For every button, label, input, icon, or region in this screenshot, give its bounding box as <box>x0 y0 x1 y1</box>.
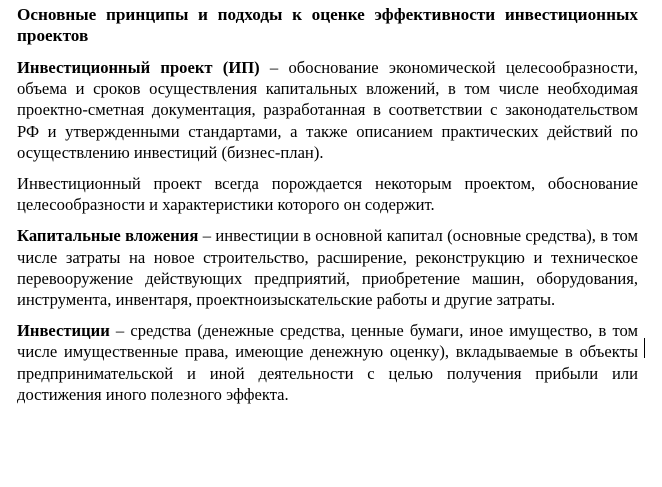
text-cursor <box>644 338 645 358</box>
term-investment-project: Инвестиционный проект (ИП) <box>17 58 260 77</box>
term-capital-investments: Капитальные вложения <box>17 226 199 246</box>
definition-investment-project: – обоснование экономической целесообразности, объема и сроков осуществления капитальных вложений, в том числе необходимая проектно-сметная документация, разработанная в соответствии с законодательством РФ и утвержденными стандартами, а также описанием практических действий по осуществлению инвестиций (бизнес-план). <box>17 58 638 162</box>
paragraph-investments <box>17 320 638 405</box>
project-origin-text: Инвестиционный проект всегда порождается некоторым проектом, обоснование целесообразности и характеристики которого он содержит. <box>17 174 638 215</box>
definition-investments: – средства (денежные средства, ценные бумаги, иное имущество, в том числе имущественные права, имеющие денежную оценку), вкладываемые в объекты предпринимательской и иной деятельности с целью получения прибыли или достижения иного полезного эффекта. <box>17 321 638 404</box>
paragraph-investment-project <box>17 57 638 163</box>
document-page <box>17 4 638 415</box>
definition-capital-investments: – инвестиции в основной капитал (основные средства), в том числе затраты на новое строительство, расширение, реконструкцию и техническое перевооружение действующих предприятий, приобретение машин, оборудования, инструмента, инвентаря, проектноизыскательские работы и другие затраты. <box>17 226 639 310</box>
term-investments: Инвестиции <box>17 321 110 341</box>
paragraph-capital-investments <box>17 225 638 310</box>
document-title: Основные принципы и подходы к оценке эффективности инвестиционных проектов <box>17 5 638 45</box>
paragraph-project-origin <box>17 173 638 215</box>
